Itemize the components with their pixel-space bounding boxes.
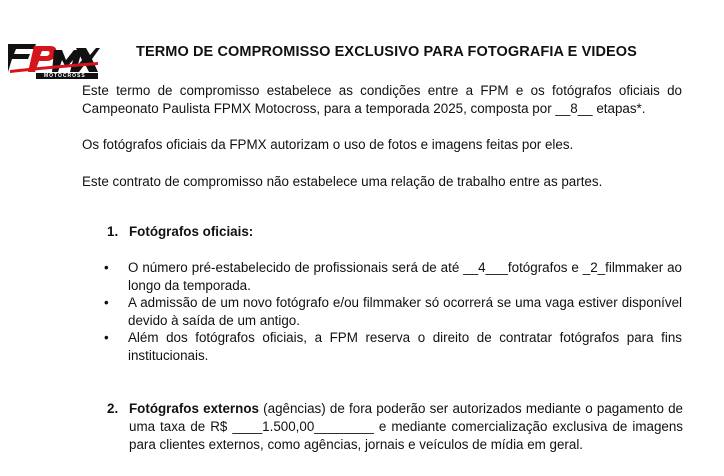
section-1-number: 1. bbox=[107, 224, 119, 239]
bullet-item bbox=[82, 329, 682, 364]
bullet-item bbox=[82, 294, 682, 329]
section-2-number: 2. bbox=[107, 401, 119, 416]
bullet-dot: • bbox=[104, 295, 109, 310]
bullet-text: Além dos fotógrafos oficiais, a FPM reserva o direito de contratar fotógrafos para fins institucionais. bbox=[128, 330, 682, 363]
bullet-dot: • bbox=[104, 260, 109, 275]
authorization-paragraph: Os fotógrafos oficiais da FPMX autorizam o uso de fotos e imagens feitas por eles. bbox=[82, 137, 574, 152]
bullet-item bbox=[82, 259, 682, 294]
section-1-title: Fotógrafos oficiais: bbox=[129, 224, 254, 239]
section-1-heading bbox=[107, 224, 253, 239]
section-2 bbox=[107, 400, 683, 454]
logo-subtext: MOTOCROSS bbox=[44, 73, 86, 79]
section-2-heading: Fotógrafos externos bbox=[129, 401, 259, 416]
document-title: TERMO DE COMPROMISSO EXCLUSIVO PARA FOTOGRAFIA E VIDEOS bbox=[136, 44, 637, 60]
section-2-text: (agências) de fora poderão ser autorizados mediante o pagamento de uma taxa de R$ ____1.500,00________ e mediante comercialização exclusiva de imagens para clientes externos, como agências, jornais e veículos de mídia em geral. bbox=[129, 401, 683, 452]
section-1-bullet-list bbox=[82, 259, 682, 364]
labor-disclaimer-paragraph: Este contrato de compromisso não estabelece uma relação de trabalho entre as partes. bbox=[82, 174, 603, 189]
bullet-text: O número pré-estabelecido de profissionais será de até __4___fotógrafos e _2_filmmaker ao longo da temporada. bbox=[128, 260, 682, 293]
fpmx-logo bbox=[6, 40, 100, 80]
bullet-dot: • bbox=[104, 330, 109, 345]
intro-paragraph: Este termo de compromisso estabelece as condições entre a FPM e os fotógrafos oficiais do Campeonato Paulista FPMX Motocross, para a temporada 2025, composta por __8__ etapas*. bbox=[82, 83, 682, 116]
bullet-text: A admissão de um novo fotógrafo e/ou filmmaker só ocorrerá se uma vaga estiver disponível devido à saída de um antigo. bbox=[128, 295, 682, 328]
section-2-body bbox=[107, 400, 683, 454]
